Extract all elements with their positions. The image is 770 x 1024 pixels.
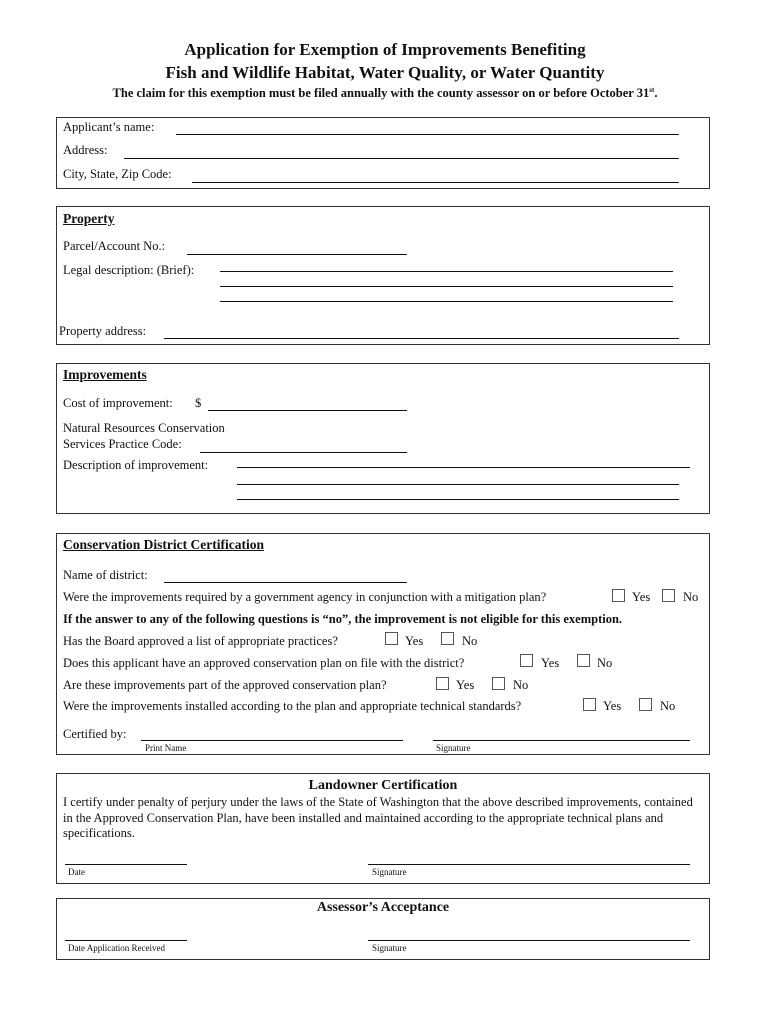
parcel-label: Parcel/Account No.: bbox=[63, 239, 166, 253]
mitigation-no-checkbox[interactable] bbox=[662, 589, 675, 602]
installed-no-label: No bbox=[660, 699, 676, 713]
city-state-zip-field[interactable] bbox=[192, 182, 679, 183]
description-field-3[interactable] bbox=[237, 499, 679, 500]
legal-description-field-1[interactable] bbox=[220, 271, 673, 272]
installed-yes-label: Yes bbox=[603, 699, 622, 713]
dollar-sign: $ bbox=[195, 396, 202, 410]
question-part-of-plan: Are these improvements part of the approved conservation plan? bbox=[63, 678, 387, 692]
district-field[interactable] bbox=[164, 582, 407, 583]
board-no-label: No bbox=[462, 634, 478, 648]
certifier-signature-field[interactable] bbox=[433, 740, 690, 741]
legal-description-field-2[interactable] bbox=[220, 286, 673, 287]
part-of-plan-yes-checkbox[interactable] bbox=[436, 677, 449, 690]
question-plan-on-file: Does this applicant have an approved conservation plan on file with the district? bbox=[63, 656, 465, 670]
landowner-signature-field[interactable] bbox=[368, 864, 690, 865]
legal-description-field-3[interactable] bbox=[220, 301, 673, 302]
description-field-1[interactable] bbox=[237, 467, 690, 468]
date-received-field[interactable] bbox=[65, 940, 187, 941]
certifier-signature-caption: Signature bbox=[436, 743, 471, 753]
plan-on-file-no-label: No bbox=[597, 656, 613, 670]
part-of-plan-yes-label: Yes bbox=[456, 678, 475, 692]
applicant-name-field[interactable] bbox=[176, 134, 679, 135]
practice-code-field[interactable] bbox=[200, 452, 407, 453]
landowner-date-caption: Date bbox=[68, 867, 85, 877]
applicant-name-label: Applicant’s name: bbox=[63, 120, 155, 134]
mitigation-no-label: No bbox=[683, 590, 699, 604]
date-received-caption: Date Application Received bbox=[68, 943, 165, 953]
question-installed: Were the improvements installed according to the plan and appropriate technical standards? bbox=[63, 699, 522, 713]
certified-by-label: Certified by: bbox=[63, 727, 127, 741]
cost-field[interactable] bbox=[208, 410, 407, 411]
nrcs-label-line2: Services Practice Code: bbox=[63, 437, 182, 451]
conservation-heading: Conservation District Certification bbox=[63, 537, 264, 552]
legal-description-label: Legal description: (Brief): bbox=[63, 263, 195, 277]
mitigation-yes-checkbox[interactable] bbox=[612, 589, 625, 602]
board-yes-checkbox[interactable] bbox=[385, 632, 398, 645]
district-label: Name of district: bbox=[63, 568, 148, 582]
question-mitigation: Were the improvements required by a government agency in conjunction with a mitigation plan? bbox=[63, 590, 547, 604]
property-heading: Property bbox=[63, 211, 115, 226]
assessor-signature-caption: Signature bbox=[372, 943, 407, 953]
description-label: Description of improvement: bbox=[63, 458, 209, 472]
filing-notice: The claim for this exemption must be filed annually with the county assessor on or before October 31st. bbox=[112, 86, 658, 101]
mitigation-yes-label: Yes bbox=[632, 590, 651, 604]
landowner-date-field[interactable] bbox=[65, 864, 187, 865]
city-state-zip-label: City, State, Zip Code: bbox=[63, 167, 172, 181]
improvements-heading: Improvements bbox=[63, 367, 147, 382]
form-title-line2: Fish and Wildlife Habitat, Water Quality, or Water Quantity bbox=[165, 63, 605, 82]
cost-label: Cost of improvement: bbox=[63, 396, 173, 410]
print-name-caption: Print Name bbox=[145, 743, 187, 753]
description-field-2[interactable] bbox=[237, 484, 679, 485]
assessor-signature-field[interactable] bbox=[368, 940, 690, 941]
certifier-print-name-field[interactable] bbox=[141, 740, 403, 741]
address-field[interactable] bbox=[124, 158, 679, 159]
part-of-plan-no-checkbox[interactable] bbox=[492, 677, 505, 690]
form-title-line1: Application for Exemption of Improvements Benefiting bbox=[184, 40, 586, 59]
plan-on-file-yes-label: Yes bbox=[541, 656, 560, 670]
landowner-signature-caption: Signature bbox=[372, 867, 407, 877]
installed-yes-checkbox[interactable] bbox=[583, 698, 596, 711]
address-label: Address: bbox=[63, 143, 108, 157]
parcel-field[interactable] bbox=[187, 254, 407, 255]
question-board: Has the Board approved a list of appropriate practices? bbox=[63, 634, 338, 648]
landowner-statement: I certify under penalty of perjury under the laws of the State of Washington that the above described improvements, contained in the Approved Conservation Plan, have been installed and maintained according to the appropriate technical plans and specifications. bbox=[63, 795, 693, 840]
property-address-field[interactable] bbox=[164, 338, 679, 339]
landowner-heading: Landowner Certification bbox=[308, 778, 458, 793]
eligibility-note: If the answer to any of the following questions is “no”, the improvement is not eligible for this exemption. bbox=[63, 612, 623, 626]
nrcs-label-line1: Natural Resources Conservation bbox=[63, 421, 225, 435]
assessor-heading: Assessor’s Acceptance bbox=[316, 900, 450, 915]
plan-on-file-yes-checkbox[interactable] bbox=[520, 654, 533, 667]
installed-no-checkbox[interactable] bbox=[639, 698, 652, 711]
plan-on-file-no-checkbox[interactable] bbox=[577, 654, 590, 667]
board-no-checkbox[interactable] bbox=[441, 632, 454, 645]
property-address-label: Property address: bbox=[59, 324, 147, 338]
part-of-plan-no-label: No bbox=[513, 678, 529, 692]
board-yes-label: Yes bbox=[405, 634, 424, 648]
